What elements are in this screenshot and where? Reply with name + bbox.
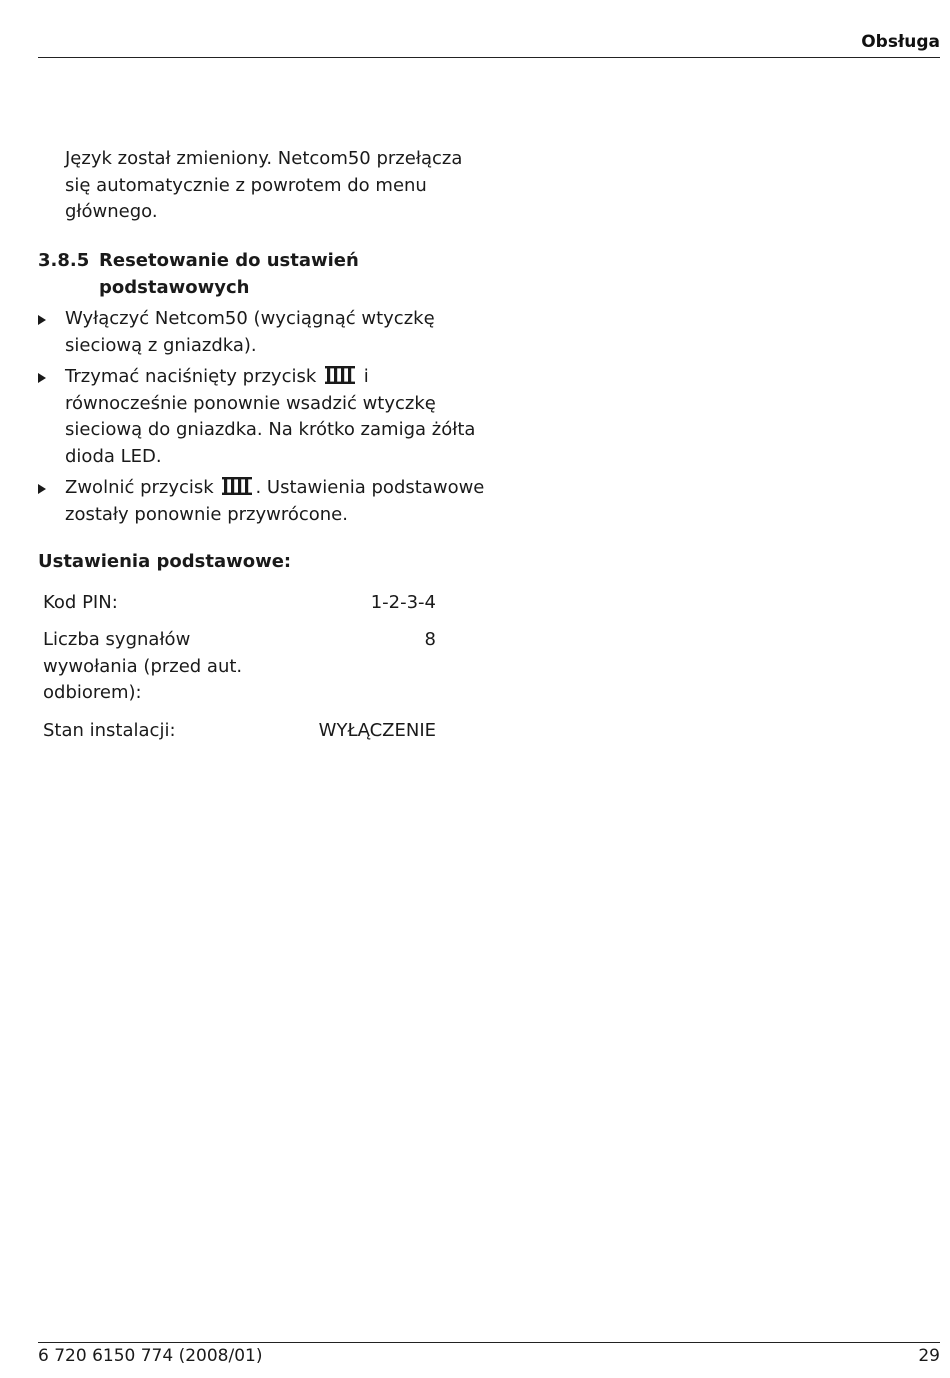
step-text: Trzymać naciśnięty przycisk i równocześnie ponownie wsadzić wtyczkę sieciową do gniazdka. Na krótko zamiga żółta dioda LED.: [65, 366, 476, 467]
setting-value: 1-2-3-4: [370, 592, 436, 613]
setting-label: Stan instalacji:: [43, 720, 176, 741]
step-text: Zwolnić przycisk . Ustawienia podstawowe zostały ponownie przywrócone.: [65, 477, 485, 525]
radiator-icon: [221, 476, 253, 496]
setting-value: 8: [424, 629, 436, 650]
page-number: 29: [918, 1346, 940, 1366]
defaults-heading: Ustawienia podstawowe:: [38, 551, 292, 572]
intro-paragraph: Język został zmieniony. Netcom50 przełącza się automatycznie z powrotem do menu głównego.: [65, 148, 463, 222]
setting-label: Liczba sygnałów wywołania (przed aut. odbiorem):: [43, 629, 243, 703]
bullet-arrow-icon: [38, 315, 46, 325]
step-text: Wyłączyć Netcom50 (wyciągnąć wtyczkę sieciową z gniazdka).: [65, 308, 435, 356]
bullet-arrow-icon: [38, 373, 46, 383]
section-number: 3.8.5: [38, 250, 90, 271]
section-header-title: Obsługa: [861, 32, 940, 52]
footer-divider: [38, 1342, 940, 1343]
document-number: 6 720 6150 774 (2008/01): [38, 1346, 263, 1366]
bullet-arrow-icon: [38, 484, 46, 494]
section-title: Resetowanie do ustawień podstawowych: [99, 250, 359, 298]
radiator-icon: [324, 365, 356, 385]
setting-value: WYŁĄCZENIE: [318, 720, 436, 741]
setting-label: Kod PIN:: [43, 592, 118, 613]
header-divider: [38, 57, 940, 58]
